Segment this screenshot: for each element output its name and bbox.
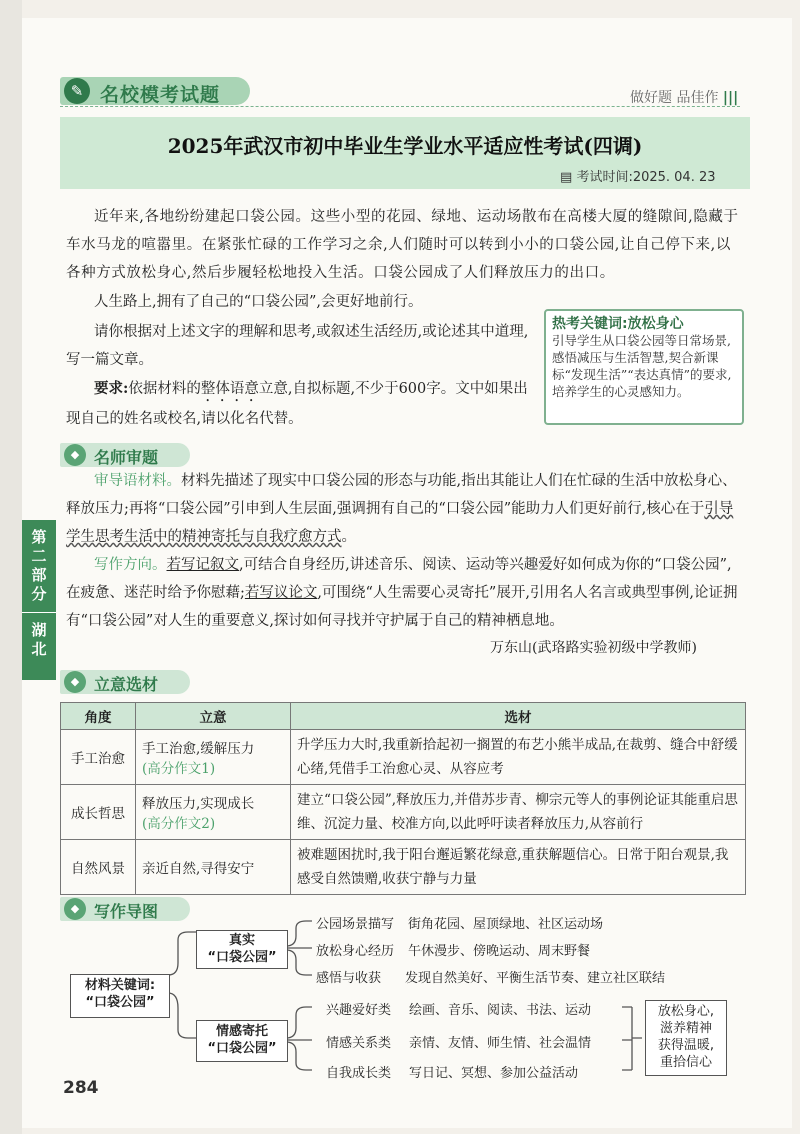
leaf-label: 放松身心经历	[316, 944, 395, 959]
selection-heading: 立意选材	[94, 675, 159, 694]
map-icon: ◆	[64, 898, 86, 920]
requirement-label: 要求:	[94, 380, 129, 397]
header-idea: 立意	[136, 703, 291, 730]
table-header-row	[61, 703, 746, 730]
review-paragraph-2	[66, 551, 742, 635]
row-angle: 成长哲思	[61, 785, 136, 840]
idea-text: 释放压力,实现成长	[142, 796, 255, 812]
page-gutter	[0, 0, 22, 1134]
essay-tag: (高分作文2)	[142, 816, 216, 832]
table-row	[61, 730, 746, 785]
review-key-point: 引导学生思考生活中的精神寄托与自我疗愈方式	[66, 501, 734, 545]
row-idea	[136, 730, 291, 785]
mindmap-heading: 写作导图	[94, 902, 159, 921]
connector-a3	[286, 950, 312, 975]
pen-icon: ✎	[64, 78, 90, 104]
connector-result	[622, 1007, 642, 1070]
leaf-label: 公园场景描写	[316, 917, 395, 932]
part-label: 第二部分	[31, 528, 47, 603]
requirement-text-a: 依据材料的	[128, 381, 201, 397]
header-angle: 角度	[61, 703, 136, 730]
narrative-option: 若写记叙文	[166, 557, 239, 573]
document-icon: ◆	[64, 671, 86, 693]
leaf-label: 感悟与收获	[316, 971, 382, 986]
mindmap-branch-real: 真实 “口袋公园”	[196, 930, 288, 969]
leaf-detail: 写日记、冥想、参加公益活动	[409, 1066, 579, 1081]
header-material: 选材	[291, 703, 746, 730]
leaf-label: 兴趣爱好类	[326, 1003, 392, 1018]
review-label-1: 审导语材料。	[94, 473, 181, 489]
connector-root-top	[168, 932, 196, 975]
row-material: 升学压力大时,我重新拾起初一搁置的布艺小熊半成品,在裁剪、缝合中舒缓心绪,凭借手工治愈心灵、从容应考	[291, 730, 746, 785]
mindmap-result: 放松身心, 滋养精神 获得温暖, 重拾信心	[645, 1000, 727, 1076]
row-idea	[136, 840, 291, 895]
teacher-credit: 万东山(武珞路实验初级中学教师)	[490, 640, 697, 656]
idea-text: 亲近自然,寻得安宁	[142, 861, 255, 877]
review-text-1: 材料先描述了现实中口袋公园的形态与功能,指出其能让人们在忙碌的生活中放松身心、释放压力;再将“口袋公园”引申到人生层面,强调拥有自己的“口袋公园”能助力人们更好前行,核心在于	[66, 473, 737, 517]
tab-divider	[22, 612, 56, 613]
leaf-detail: 发现自然美好、平衡生活节奏、建立社区联结	[405, 971, 666, 986]
hot-keyword-title: 热考关键词:放松身心	[552, 316, 684, 332]
hot-keyword-text: 引导学生从口袋公园等日常场景,感悟减压与生活智慧,契合新课标“发现生活”“表达真情”的要求,培养学生的心灵感知力。	[552, 333, 732, 399]
leaf-detail: 绘画、音乐、阅读、书法、运动	[409, 1003, 592, 1018]
seal-icon: ◆	[64, 444, 86, 466]
leaf-insight	[316, 967, 665, 986]
connector-b1	[286, 1007, 312, 1038]
prompt-paragraph-2: 人生路上,拥有了自己的“口袋公园”,会更好地前行。	[94, 294, 423, 310]
section-title: 名校模考试题	[100, 84, 221, 106]
prompt-requirement	[66, 375, 536, 433]
review-end-1: 。	[341, 529, 356, 545]
leaf-label: 情感关系类	[326, 1036, 392, 1051]
connector-a1	[286, 921, 312, 946]
row-angle: 手工治愈	[61, 730, 136, 785]
leaf-relationship	[326, 1032, 591, 1051]
essay-tag: (高分作文1)	[142, 761, 216, 777]
slogan-text: 做好题 品佳作	[630, 90, 719, 106]
leaf-hobby	[326, 999, 591, 1018]
row-material: 被难题困扰时,我于阳台邂逅繁花绿意,重获解题信心。日常于阳台观景,我感受自然馈赠,收获宁静与力量	[291, 840, 746, 895]
leaf-label: 自我成长类	[326, 1066, 392, 1081]
table-row	[61, 785, 746, 840]
requirement-emphasis: 整体语意	[200, 381, 259, 397]
mindmap-root: 材料关键词: “口袋公园”	[70, 974, 170, 1018]
leaf-detail: 街角花园、屋顶绿地、社区运动场	[408, 917, 604, 932]
review-text-2a: ,可结合自身经历,讲述音乐、阅读、运动等兴趣爱好如何成为你的“口袋公园”,在疲惫、迷茫时给予你慰藉;	[66, 557, 732, 601]
argument-option: 若写议论文	[244, 585, 318, 601]
connector-root-bottom	[168, 993, 196, 1038]
selection-table	[60, 702, 746, 895]
leaf-growth	[326, 1062, 578, 1081]
review-heading: 名师审题	[94, 448, 159, 467]
prompt-paragraph-3: 请你根据对上述文字的理解和思考,或叙述生活经历,或论述其中道理,写一篇文章。	[66, 324, 529, 368]
prompt-paragraph-1: 近年来,各地纷纷建起口袋公园。这些小型的花园、绿地、运动场散布在高楼大厦的缝隙间,隐藏于车水马龙的喧嚣里。在紧张忙碌的工作学习之余,人们随时可以转到小小的口袋公园,让自己停下来,以各种方式放松身心,然后步履轻松地投入生活。口袋公园成了人们释放压力的出口。	[66, 209, 739, 281]
part-side-tab	[22, 520, 56, 680]
mindmap-branch-emotional: 情感寄托 “口袋公园”	[196, 1020, 288, 1062]
row-material: 建立“口袋公园”,释放压力,并借苏步青、柳宗元等人的事例论证其能重启思维、沉淀力量、校准方向,以此呼吁读者释放压力,从容前行	[291, 785, 746, 840]
exam-time	[560, 166, 716, 185]
region-label: 湖北	[31, 621, 47, 658]
row-angle: 自然风景	[61, 840, 136, 895]
review-paragraph-1	[66, 467, 742, 551]
section-slogan: 做好题 品佳作 |||	[630, 90, 739, 106]
idea-text: 手工治愈,缓解压力	[142, 741, 255, 757]
leaf-detail: 午休漫步、傍晚运动、周末野餐	[408, 944, 591, 959]
leaf-scene	[316, 913, 603, 932]
divider	[60, 106, 740, 107]
leaf-detail: 亲情、友情、师生情、社会温情	[409, 1036, 592, 1051]
requirement-text-b: 立意,自拟标题,不少于600字。文中如果出现自己的姓名或校名,请以化名代替。	[66, 381, 528, 427]
connector-b3	[286, 1042, 312, 1070]
review-text-2b: ,可围绕“人生需要心灵寄托”展开,引用名人名言或典型事例,论证拥有“口袋公园”对人生的重要意义,探讨如何寻找并守护属于自己的精神栖息地。	[66, 585, 738, 629]
exam-title: 2025年武汉市初中毕业生学业水平适应性考试(四调)	[167, 134, 643, 158]
row-idea	[136, 785, 291, 840]
page-number: 284	[63, 1078, 99, 1098]
leaf-experience	[316, 940, 590, 959]
review-label-2: 写作方向。	[94, 557, 167, 573]
calendar-icon: ▤	[560, 170, 573, 185]
table-row	[61, 840, 746, 895]
exam-time-text: 考试时间:2025. 04. 23	[576, 170, 716, 185]
